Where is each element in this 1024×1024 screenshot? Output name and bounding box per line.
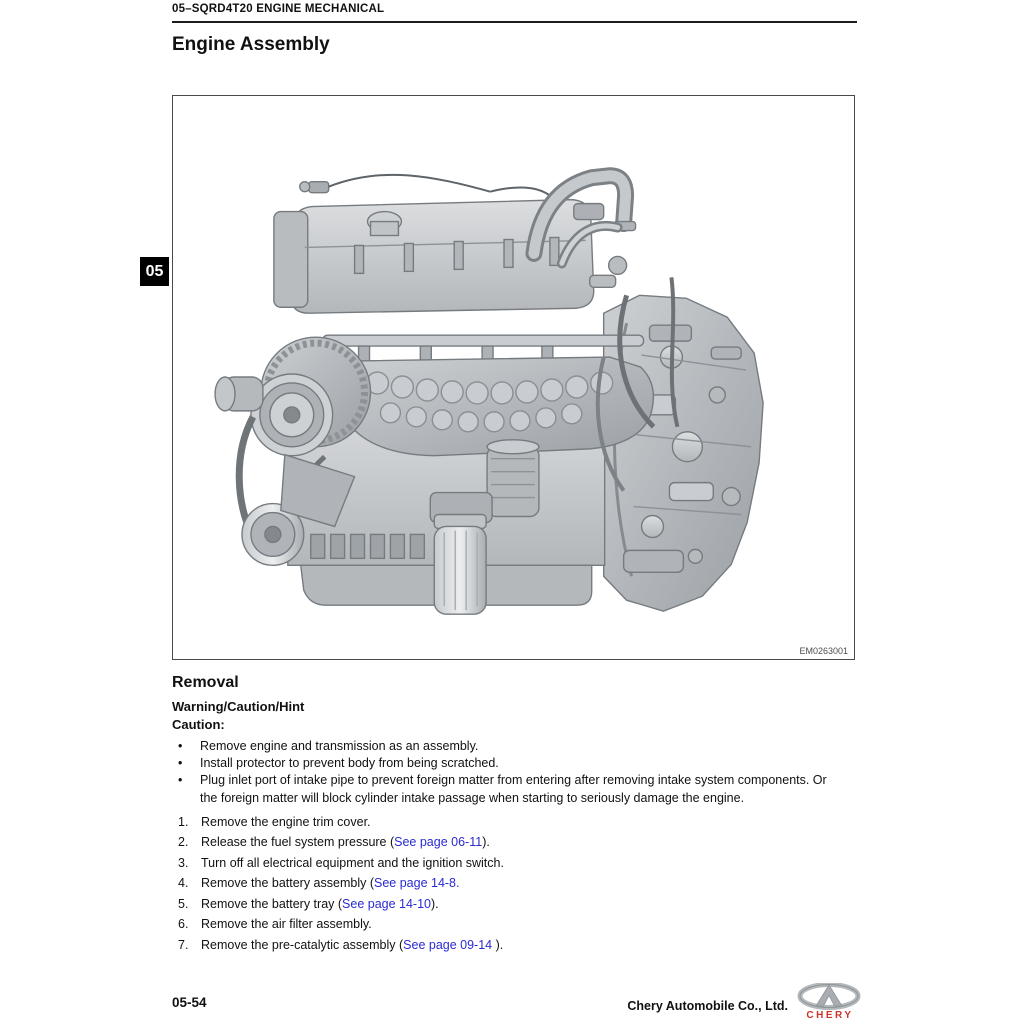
- page-link[interactable]: See page 14-8.: [374, 876, 460, 891]
- page-link[interactable]: See page 09-14: [403, 937, 496, 952]
- chapter-header-title: 05–SQRD4T20 ENGINE MECHANICAL: [172, 3, 385, 15]
- chery-logo-text: CHERY: [806, 1010, 854, 1021]
- step-number: 6.: [178, 917, 189, 932]
- step-text: Remove the pre-catalytic assembly (: [201, 937, 404, 952]
- step-item: [172, 935, 857, 956]
- caution-item: [172, 755, 857, 772]
- step-item: [172, 873, 857, 894]
- caution-heading: Caution:: [172, 717, 225, 732]
- step-number: 7.: [178, 937, 189, 952]
- step-text: Remove the engine trim cover.: [201, 814, 371, 829]
- chapter-tab-badge: 05: [140, 257, 169, 286]
- removal-heading: Removal: [172, 674, 239, 691]
- removal-section: [172, 674, 857, 955]
- step-text: Release the fuel system pressure (: [201, 835, 395, 850]
- footer-company-name: Chery Automobile Co., Ltd.: [627, 999, 788, 1013]
- page-title: Engine Assembly: [172, 34, 330, 55]
- footer-page-number: 05-54: [172, 995, 207, 1010]
- caution-item: [172, 772, 857, 806]
- step-text: Remove the air filter assembly.: [201, 917, 372, 932]
- caution-item: [172, 738, 857, 755]
- step-text: Turn off all electrical equipment and the ignition switch.: [201, 855, 504, 870]
- page-link[interactable]: See page 06-11: [394, 835, 483, 850]
- step-item: [172, 914, 857, 935]
- step-list: [172, 812, 857, 956]
- bullet-icon: •: [178, 756, 183, 771]
- engine-illustration: [173, 96, 854, 657]
- step-number: 4.: [178, 876, 189, 891]
- step-text: ).: [482, 835, 490, 850]
- step-text: Remove the battery tray (: [201, 896, 343, 911]
- step-number: 3.: [178, 855, 189, 870]
- step-item: [172, 894, 857, 915]
- chery-logo: [797, 983, 863, 1021]
- figure-code: EM0263001: [799, 646, 848, 656]
- step-item: [172, 832, 857, 853]
- step-text: ).: [431, 896, 439, 911]
- bullet-icon: •: [178, 773, 183, 788]
- step-item: [172, 812, 857, 833]
- step-number: 1.: [178, 814, 189, 829]
- step-number: 5.: [178, 896, 189, 911]
- step-item: [172, 853, 857, 874]
- header-rule: [172, 21, 857, 23]
- figure-frame: [172, 95, 855, 660]
- page-link[interactable]: See page 14-10: [342, 896, 431, 911]
- caution-text: Remove engine and transmission as an assembly.: [200, 739, 479, 753]
- bullet-icon: •: [178, 739, 183, 753]
- caution-text: Install protector to prevent body from being scratched.: [200, 756, 499, 771]
- caution-list: [172, 738, 857, 807]
- step-text: Remove the battery assembly (: [201, 876, 374, 891]
- step-text: ).: [495, 937, 504, 952]
- chery-emblem-icon: [797, 983, 861, 1010]
- warning-caution-hint-heading: Warning/Caution/Hint: [172, 699, 305, 714]
- step-number: 2.: [178, 835, 189, 850]
- caution-text: Plug inlet port of intake pipe to prevent foreign matter from entering after removing intake system components. Or the foreign matter will block cylinder intake passage when starting to seriously damage the engine.: [200, 773, 827, 805]
